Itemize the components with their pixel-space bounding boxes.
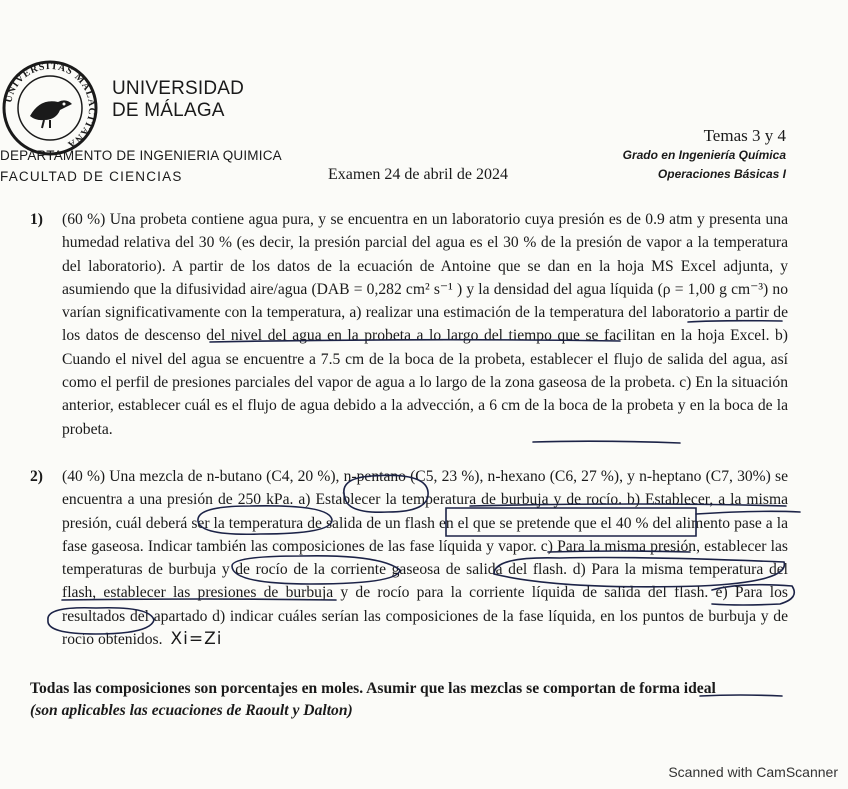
question-2-body: (40 %) Una mezcla de n-butano (C4, 20 %), n-pentano (C5, 23 %), n-hexano (C6, 27 %), y n-heptano (C7, 30%) se encuentra a una presión de 250 kPa. a) Establecer la temperatura de burbuja y de rocío. b) Establecer, a la misma presión, cuál deberá ser la temperatura de salida de un flash en el que se pretende que el 40 % del alimento pase a la fase gaseosa. Indicar también las composiciones de las fase líquida y vapor. c) Para la misma presión, establecer las temperaturas de burbuja y de rocío de la corriente gaseosa de salida del flash. d) Para la misma temperatura del flash, establecer las presiones de burbuja y de rocío para la corriente líquida de salida del flash. e) Para los resultados del apartado d) indicar cuáles serían las composiciones de la fase líquida, en los puntos de burbuja y de rocío obtenidos. bbox=[62, 468, 788, 649]
faculty-name: FACULTAD DE CIENCIAS bbox=[0, 169, 183, 184]
question-2-number: 2) bbox=[30, 468, 43, 485]
university-name bbox=[112, 78, 244, 122]
exam-topics: Temas 3 y 4 bbox=[703, 126, 786, 145]
question-1 bbox=[30, 208, 788, 441]
question-2 bbox=[30, 465, 788, 651]
question-1-text: (60 %) Una probeta contiene agua pura, y se encuentra en un laboratorio cuya presión es de 0.9 atm y presenta una humedad relativa del 30 % (es decir, la presión parcial del agua es el 30 % de la presión de vapor a la temperatura del laboratorio). A partir de los datos de la ecuación de Antoine que se dan en la hoja MS Excel adjunta, y asumiendo que la difusividad aire/agua (DAB = 0,282 cm² s⁻¹ ) y la densidad del agua líquida (ρ = 1,00 g cm⁻³) no varían significativamente con la temperatura, a) realizar una estimación de la temperatura del laboratorio a partir de los datos de descenso del nivel del agua en la probeta a lo largo del tiempo que se facilitan en la hoja Excel. b) Cuando el nivel del agua se encuentre a 7.5 cm de la boca de la probeta, establecer el flujo de salida del agua, así como el perfil de presiones parciales del vapor de agua a lo largo de la zona gaseosa de la probeta. c) En la situación anterior, establecer cuál es el flujo de agua debido a la advección, a 6 cm de la boca de la probeta y en la boca de la probeta. bbox=[62, 211, 788, 438]
university-name-line2: DE MÁLAGA bbox=[112, 100, 225, 121]
underline-6cm bbox=[533, 441, 680, 443]
university-seal-logo bbox=[0, 58, 100, 158]
department-name: DEPARTAMENTO DE INGENIERIA QUIMICA bbox=[0, 148, 282, 163]
degree-name: Grado en Ingeniería Química bbox=[622, 148, 786, 162]
course-name: Operaciones Básicas I bbox=[657, 167, 786, 181]
question-1-number: 1) bbox=[30, 211, 43, 228]
exam-date: Examen 24 de abril de 2024 bbox=[328, 166, 508, 183]
footer-line-1: Todas las composiciones son porcentajes en moles. Asumir que las mezclas se comportan de forma ideal bbox=[30, 680, 716, 697]
exam-footer bbox=[30, 678, 790, 722]
university-name-line1: UNIVERSIDAD bbox=[112, 78, 245, 99]
handwritten-note: Xi=Zi bbox=[170, 629, 223, 650]
footer-line-2: (son aplicables las ecuaciones de Raoult y Dalton) bbox=[30, 702, 353, 719]
svg-text:UNIVERSITAS MALACITANA: UNIVERSITAS MALACITANA bbox=[3, 60, 98, 151]
camscanner-watermark: Scanned with CamScanner bbox=[668, 764, 838, 780]
question-2-text bbox=[62, 465, 788, 651]
